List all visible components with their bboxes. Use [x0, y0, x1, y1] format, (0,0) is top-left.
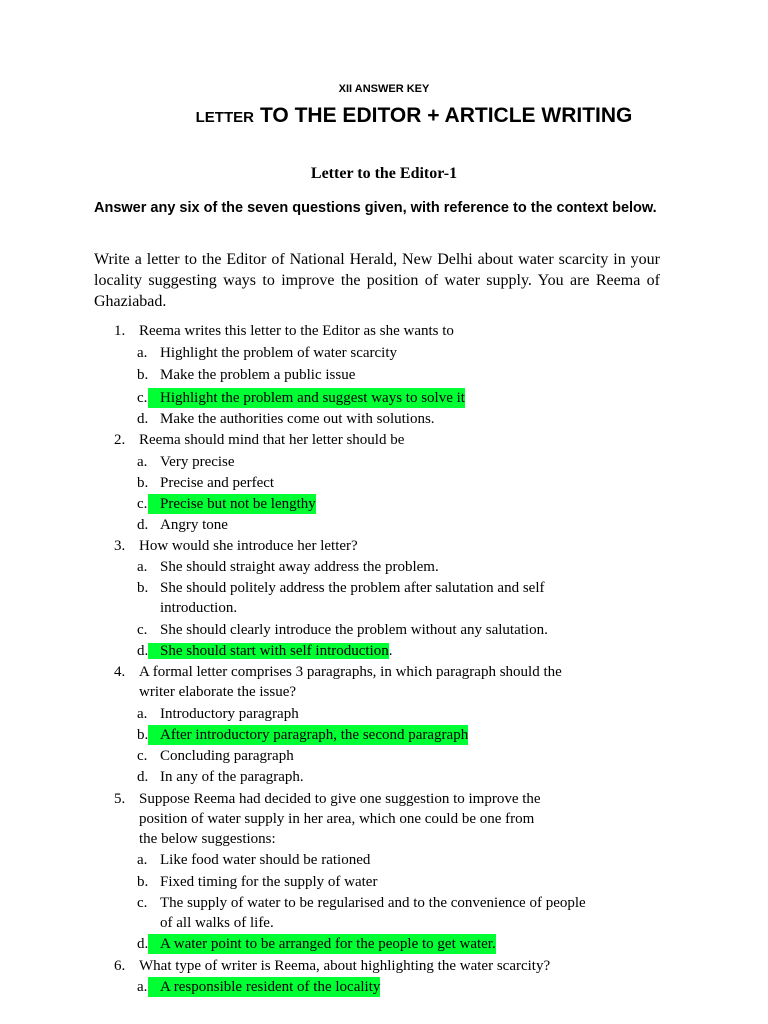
- option-text: Fixed timing for the supply of water: [160, 874, 378, 890]
- option-text: In any of the paragraph.: [160, 769, 304, 785]
- question-text: A formal letter comprises 3 paragraphs, in which paragraph should the: [139, 664, 562, 680]
- option-letter: c.: [137, 895, 148, 911]
- question-text: What type of writer is Reema, about highlighting the water scarcity?: [139, 958, 551, 974]
- option-letter: a.: [137, 706, 148, 722]
- option-letter: b.: [137, 874, 149, 890]
- option-letter: c.: [137, 496, 148, 512]
- option-letter: d.: [137, 936, 149, 952]
- option-text: Make the authorities come out with solutions.: [160, 411, 435, 427]
- option-text: introduction.: [160, 600, 238, 616]
- question-text: How would she introduce her letter?: [139, 538, 358, 554]
- option-text: [148, 641, 392, 661]
- option-text: Concluding paragraph: [160, 748, 294, 764]
- option-letter: b.: [137, 367, 149, 383]
- option-text: Very precise: [160, 454, 235, 470]
- option-text: She should straight away address the problem.: [160, 559, 439, 575]
- option-letter: a.: [137, 454, 148, 470]
- option-text: The supply of water to be regularised and to the convenience of people: [160, 895, 586, 911]
- option-letter: d.: [137, 643, 149, 659]
- question-text: the below suggestions:: [139, 831, 276, 847]
- correct-answer-highlight: A responsible resident of the locality: [148, 977, 380, 997]
- option-text: Like food water should be rationed: [160, 852, 371, 868]
- document-title: [0, 104, 768, 128]
- title-main-text: TO THE EDITOR + ARTICLE WRITING: [259, 104, 633, 127]
- question-number: 5.: [114, 791, 126, 807]
- option-letter: a.: [137, 852, 148, 868]
- question-text: Reema should mind that her letter should be: [139, 432, 405, 448]
- option-letter: c.: [137, 390, 148, 406]
- correct-answer-highlight: She should start with self introduction: [148, 643, 389, 659]
- option-text: of all walks of life.: [160, 915, 274, 931]
- option-text: Angry tone: [160, 517, 228, 533]
- letter-prompt: Write a letter to the Editor of National Herald, New Delhi about water scarcity in your locality suggesting ways to improve the position of water supply. You are Reema of Ghaziabad.: [94, 251, 660, 310]
- option-text: Make the problem a public issue: [160, 367, 356, 383]
- question-number: 4.: [114, 664, 126, 680]
- section-title: Letter to the Editor-1: [310, 165, 458, 182]
- option-letter: a.: [137, 559, 148, 575]
- option-text: She should clearly introduce the problem without any salutation.: [160, 622, 548, 638]
- correct-answer-highlight: Precise but not be lengthy: [148, 494, 316, 514]
- question-number: 3.: [114, 538, 126, 554]
- correct-answer-highlight: Highlight the problem and suggest ways to solve it: [148, 388, 465, 408]
- correct-answer-highlight: A water point to be arranged for the people to get water.: [148, 934, 496, 954]
- option-letter: d.: [137, 769, 149, 785]
- title-small-word: LETTER: [195, 109, 254, 126]
- question-number: 1.: [114, 323, 126, 339]
- option-letter: b.: [137, 475, 149, 491]
- option-text: Precise and perfect: [160, 475, 275, 491]
- instruction-text: Answer any six of the seven questions given, with reference to the context below.: [94, 200, 657, 216]
- question-text: writer elaborate the issue?: [139, 684, 297, 700]
- option-letter: d.: [137, 411, 149, 427]
- option-text: Introductory paragraph: [160, 706, 299, 722]
- option-letter: c.: [137, 748, 148, 764]
- option-letter: b.: [137, 727, 149, 743]
- question-text: Reema writes this letter to the Editor as she wants to: [139, 323, 454, 339]
- option-letter: c.: [137, 622, 148, 638]
- option-text: She should politely address the problem after salutation and self: [160, 580, 545, 596]
- question-text: position of water supply in her area, which one could be one from: [139, 811, 535, 827]
- option-suffix: .: [388, 643, 393, 659]
- correct-answer-highlight: After introductory paragraph, the second paragraph: [148, 725, 468, 745]
- question-number: 6.: [114, 958, 126, 974]
- option-text: Highlight the problem of water scarcity: [160, 345, 398, 361]
- question-text: Suppose Reema had decided to give one suggestion to improve the: [139, 791, 541, 807]
- option-letter: a.: [137, 345, 148, 361]
- option-letter: b.: [137, 580, 149, 596]
- option-letter: d.: [137, 517, 149, 533]
- document-label: XII ANSWER KEY: [338, 83, 430, 95]
- option-letter: a.: [137, 979, 148, 995]
- question-number: 2.: [114, 432, 126, 448]
